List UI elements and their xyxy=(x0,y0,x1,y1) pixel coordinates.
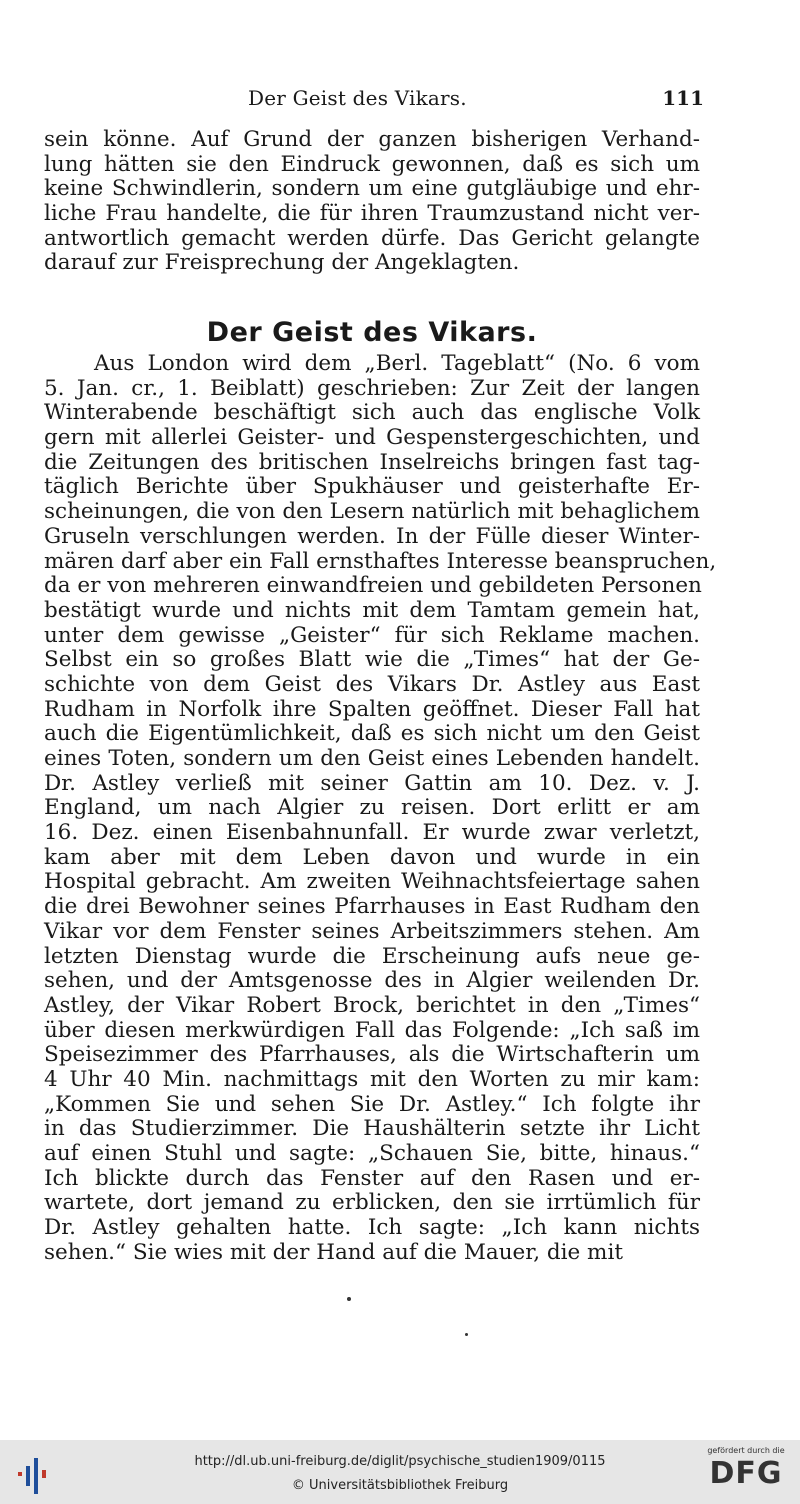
text-line: Dr. Astley gehalten hatte. Ich sagte: „Ich kann nichts xyxy=(44,1215,700,1241)
dfg-logo xyxy=(702,1446,790,1500)
text-line: mären darf aber ein Fall ernsthaftes Interesse beanspruchen, xyxy=(44,548,717,574)
text-line: „Kommen Sie und sehen Sie Dr. Astley.“ Ich folgte ihr xyxy=(44,1091,700,1117)
text-line: 16. Dez. einen Eisenbahnunfall. Er wurde zwar verletzt, xyxy=(44,820,700,846)
text-line: liche Frau handelte, die für ihren Traumzustand nicht ver- xyxy=(44,201,700,227)
text-line: kam aber mit dem Leben davon und wurde in ein xyxy=(44,844,700,870)
article-body xyxy=(44,351,717,1265)
text-line: unter dem gewisse „Geister“ für sich Reklame machen. xyxy=(44,622,700,648)
running-head xyxy=(44,84,704,112)
text-line: Vikar vor dem Fenster seines Arbeitszimmers stehen. Am xyxy=(44,918,700,944)
text-line: Astley, der Vikar Robert Brock, berichtet in den „Times“ xyxy=(44,992,700,1018)
text-line: antwortlich gemacht werden dürfe. Das Gericht gelangte xyxy=(44,225,700,251)
text-line: England, um nach Algier zu reisen. Dort erlitt er am xyxy=(44,795,700,821)
text-line: eines Toten, sondern um den Geist eines Lebenden handelt. xyxy=(44,746,700,771)
print-speck xyxy=(347,1297,351,1301)
text-line: letzten Dienstag wurde die Erscheinung aufs neue ge- xyxy=(44,943,700,969)
text-line: sehen, und der Amtsgenosse des in Algier weilenden Dr. xyxy=(44,968,700,994)
article-heading: Der Geist des Vikars. xyxy=(206,317,538,348)
permalink-url[interactable]: http://dl.ub.uni-freiburg.de/diglit/psychische_studien1909/0115 xyxy=(194,1454,606,1469)
print-speck xyxy=(465,1333,468,1336)
text-line: Speisezimmer des Pfarrhauses, als die Wirtschafterin um xyxy=(44,1042,700,1068)
text-line: Gruseln verschlungen werden. In der Fülle dieser Winter- xyxy=(44,523,700,549)
paragraph-continuation xyxy=(44,128,700,276)
text-line: Selbst ein so großes Blatt wie die „Times“ hat der Ge- xyxy=(44,647,700,673)
text-line: 4 Uhr 40 Min. nachmittags mit den Worten zu mir kam: xyxy=(44,1066,700,1092)
text-line: in das Studierzimmer. Die Haushälterin setzte ihr Licht xyxy=(44,1116,700,1142)
text-line: sein könne. Auf Grund der ganzen bisherigen Verhand- xyxy=(44,127,700,152)
text-line: wartete, dort jemand zu erblicken, den sie irrtümlich für xyxy=(44,1190,700,1216)
dfg-funding-label: gefördert durch die xyxy=(707,1446,785,1455)
text-line: darauf zur Freisprechung der Angeklagten. xyxy=(44,250,520,276)
text-line: sehen.“ Sie wies mit der Hand auf die Mauer, die mit xyxy=(44,1239,623,1265)
text-line: Ich blickte durch das Fenster auf den Rasen und er- xyxy=(44,1165,700,1191)
viewer-footer xyxy=(0,1440,800,1504)
text-line: die drei Bewohner seines Pfarrhauses in East Rudham den xyxy=(44,894,700,920)
text-line: 5. Jan. cr., 1. Beiblatt) geschrieben: Zur Zeit der langen xyxy=(44,375,700,401)
dfg-wordmark: DFG xyxy=(709,1456,783,1491)
text-line: auch die Eigentümlichkeit, daß es sich nicht um den Geist xyxy=(44,721,700,747)
text-line: Aus London wird dem „Berl. Tageblatt“ (No. 6 vom xyxy=(94,351,700,376)
text-line: lung hätten sie den Eindruck gewonnen, daß es sich um xyxy=(44,151,700,177)
text-line: auf einen Stuhl und sagte: „Schauen Sie, bitte, hinaus.“ xyxy=(44,1141,700,1166)
text-line: Winterabende beschäftigt sich auch das englische Volk xyxy=(44,400,700,426)
running-head-title: Der Geist des Vikars. xyxy=(248,86,467,110)
copyright-notice: © Universitätsbibliothek Freiburg xyxy=(291,1478,509,1493)
text-line: Hospital gebracht. Am zweiten Weihnachtsfeiertage sahen xyxy=(44,869,700,895)
text-line: keine Schwindlerin, sondern um eine gutgläubige und ehr- xyxy=(44,176,700,202)
text-line: scheinungen, die von den Lesern natürlich mit behaglichem xyxy=(44,499,700,525)
text-line: da er von mehreren einwandfreien und gebildeten Personen xyxy=(44,573,702,599)
text-line: über diesen merkwürdigen Fall das Folgende: „Ich saß im xyxy=(44,1017,700,1043)
text-line: Dr. Astley verließ mit seiner Gattin am 10. Dez. v. J. xyxy=(44,770,700,796)
page-number: 111 xyxy=(662,86,704,110)
text-line: schichte von dem Geist des Vikars Dr. Astley aus East xyxy=(44,671,700,697)
text-line: täglich Berichte über Spukhäuser und geisterhafte Er- xyxy=(44,474,700,500)
text-line: Rudham in Norfolk ihre Spalten geöffnet. Dieser Fall hat xyxy=(44,696,700,722)
text-line: bestätigt wurde und nichts mit dem Tamtam gemein hat, xyxy=(44,597,700,623)
text-line: die Zeitungen des britischen Inselreichs bringen fast tag- xyxy=(44,449,700,475)
text-line: gern mit allerlei Geister- und Gespenstergeschichten, und xyxy=(44,425,700,451)
